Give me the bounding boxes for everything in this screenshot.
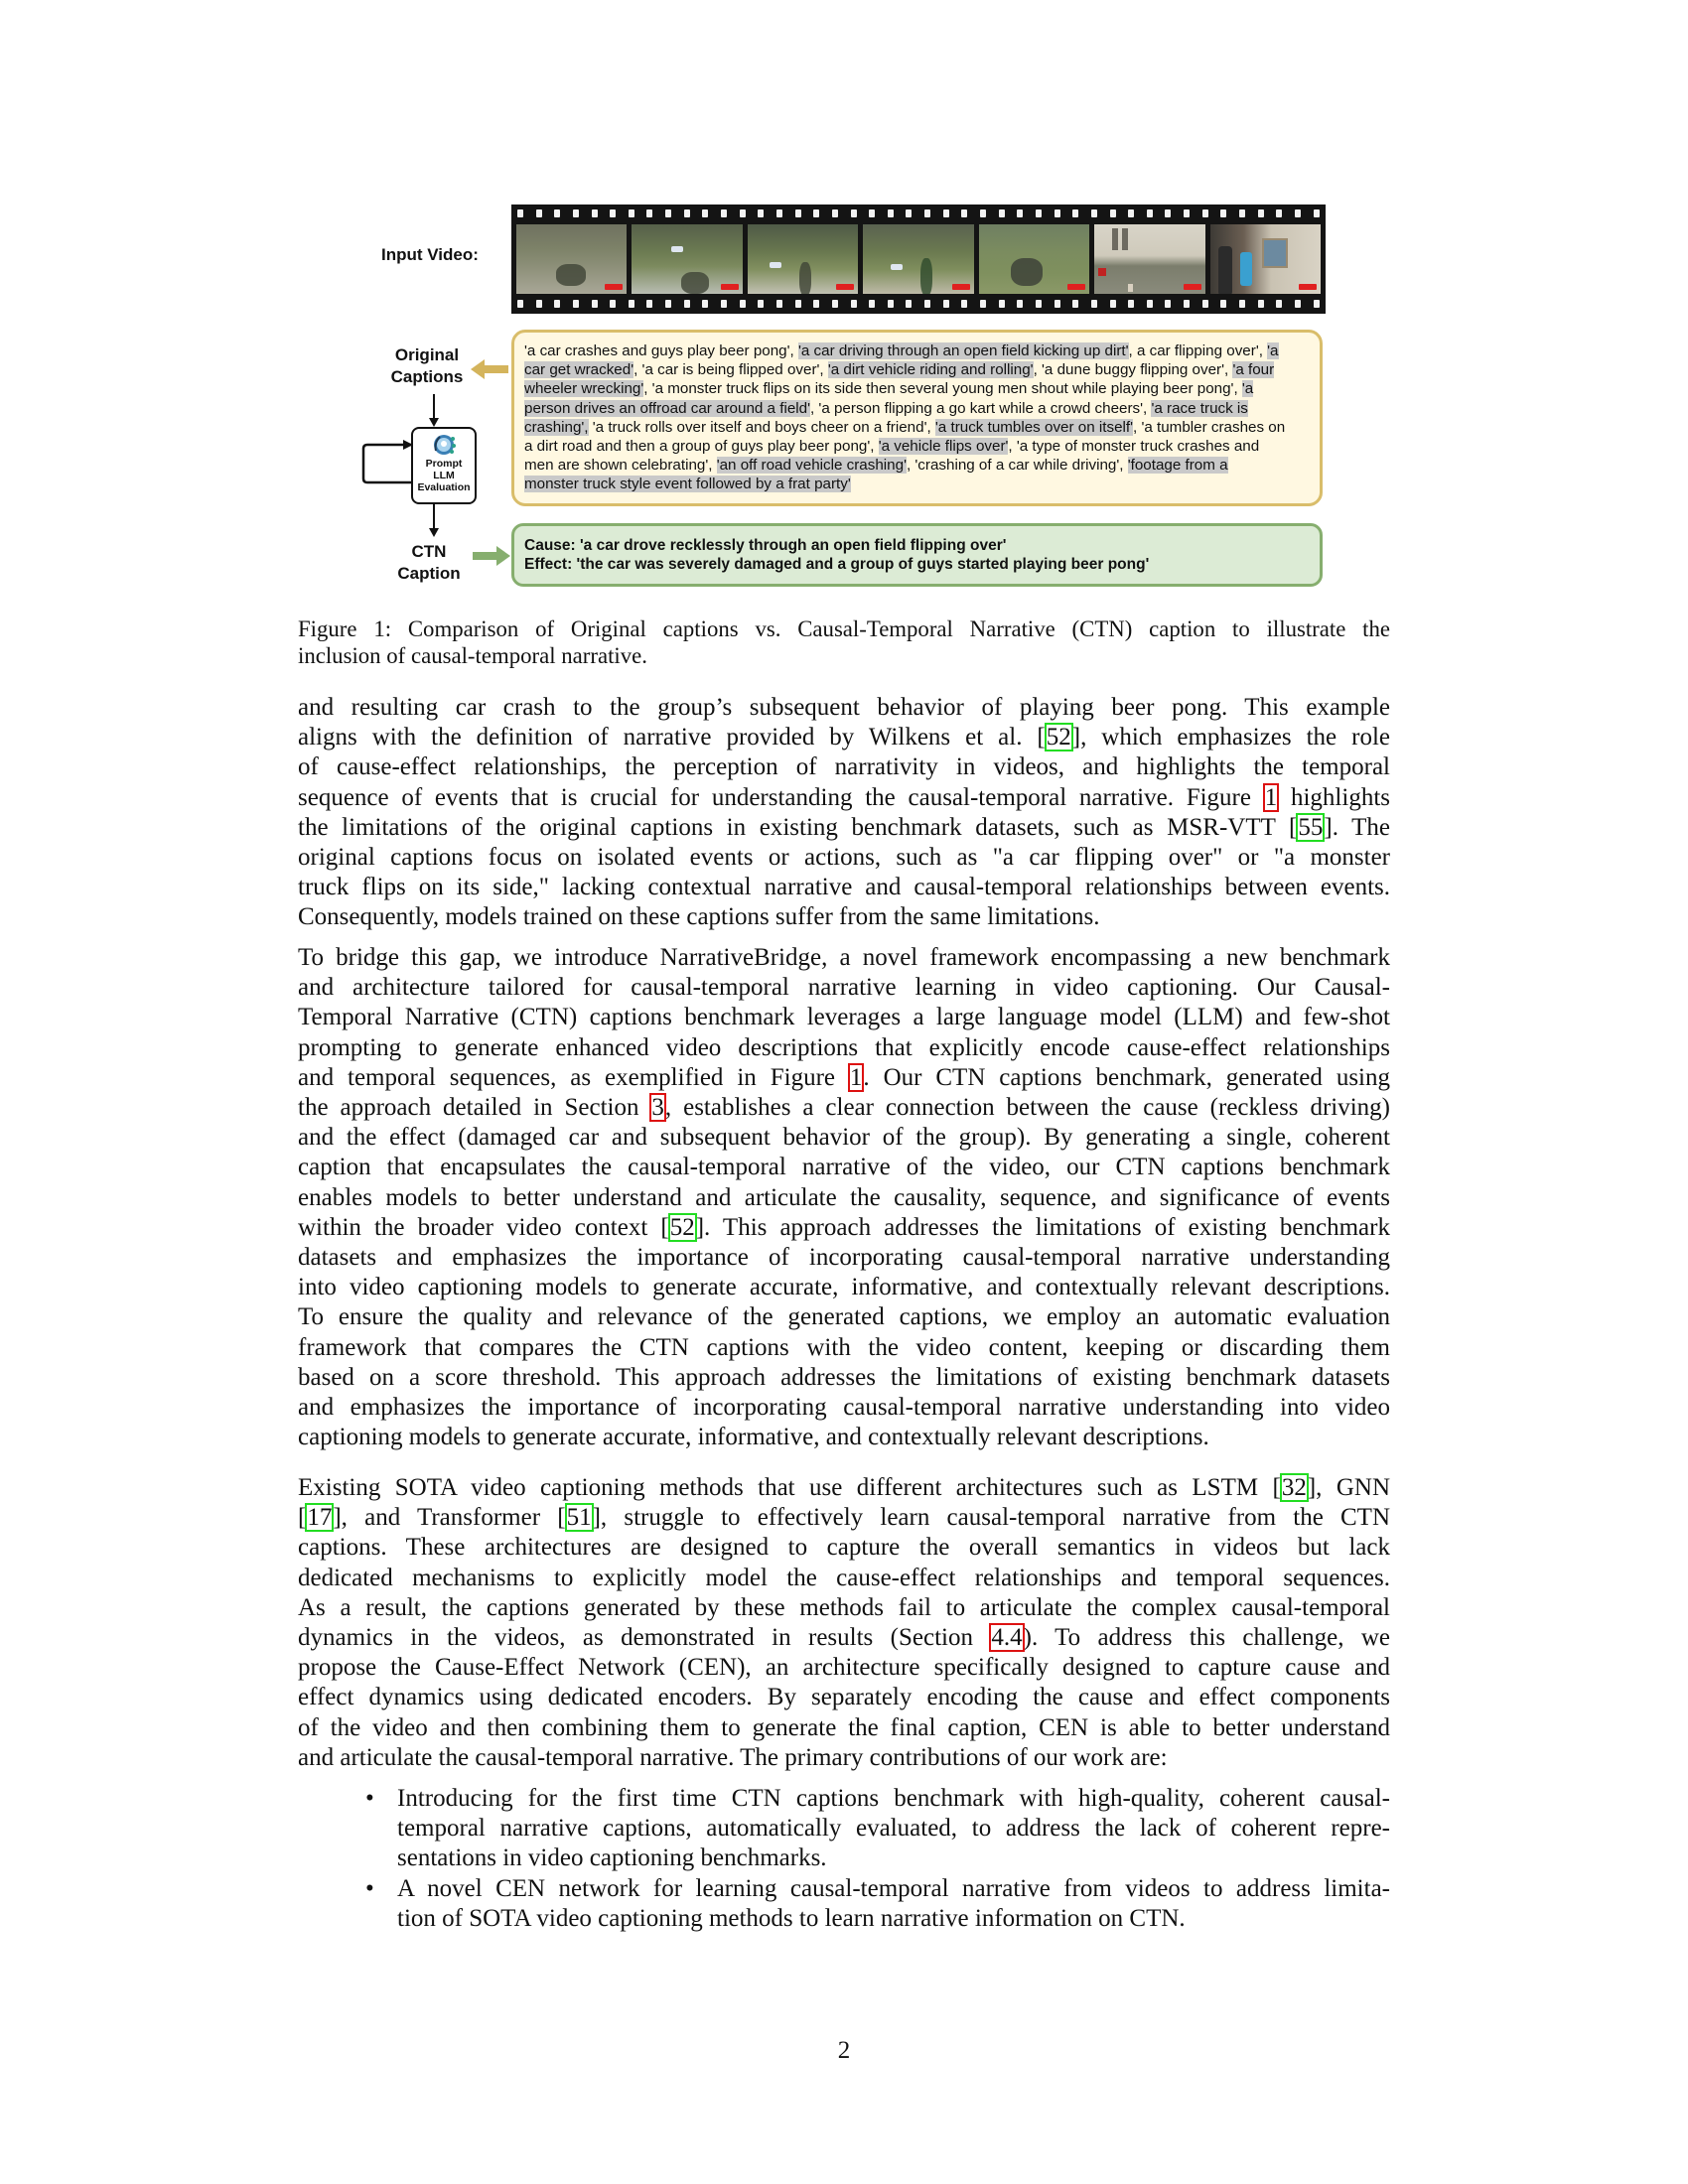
caption-text: , 'a car is being flipped over', [633,361,828,379]
body-text: . Our CTN captions benchmark, generated using [863,1063,1390,1091]
llm-box-line2: LLM [433,470,455,481]
text-line [298,1333,1390,1363]
prompt-llm-evaluation-box [411,427,477,504]
original-captions-box [511,330,1323,506]
ctn-caption-label [389,541,469,585]
text-line [298,1713,1390,1743]
text-line [298,902,1390,932]
sprocket-hole [776,209,782,217]
body-text: prompting to generate enhanced video descriptions that explicitly encode cause-effect relationships [298,1033,1390,1061]
sprocket-hole [961,300,967,308]
sprocket-hole [943,209,949,217]
sprocket-hole [888,300,894,308]
bullet-text-line: sentations in video captioning benchmarks. [397,1844,827,1872]
text-line [298,1183,1390,1213]
text-line [298,1564,1390,1593]
citation-link[interactable]: 52 [669,1213,695,1241]
caption-text: , 'a dune buggy flipping over', [1033,361,1233,379]
original-caption-line [524,379,1310,398]
original-caption-line [524,341,1310,360]
sprocket-hole [1017,209,1023,217]
sprocket-hole [536,300,542,308]
sprocket-hole [888,209,894,217]
original-caption-line [524,418,1310,437]
llm-box-line3: Evaluation [417,481,471,493]
video-frame-4 [863,224,973,294]
sprocket-hole [1055,209,1060,217]
sprocket-hole [1036,209,1042,217]
sprocket-hole [665,209,671,217]
sprocket-hole [758,300,764,308]
citation-link[interactable]: 51 [566,1504,592,1532]
caption-text: , 'a tumbler crashes on [1133,418,1286,436]
sprocket-hole [517,209,523,217]
text-line [298,1033,1390,1063]
text-line [298,1473,1390,1503]
bullet-icon: • [365,1785,374,1812]
sprocket-hole [758,209,764,217]
sprocket-hole [1314,300,1320,308]
sprocket-hole [517,300,523,308]
sprocket-hole [1258,209,1264,217]
highlighted-caption: 'a vehicle flips over' [878,438,1009,456]
paragraph-2 [298,943,1390,1452]
body-text: highlights [1278,783,1390,811]
text-line [298,1003,1390,1032]
original-caption-line [524,360,1310,379]
video-frame-2 [632,224,742,294]
text-line [298,1213,1390,1243]
sprocket-hole [1184,300,1190,308]
sprocket-hole [573,209,579,217]
caption-text: , 'a type of monster truck crashes and [1008,438,1260,456]
body-text: dynamics in the videos, as demonstrated in results (Section [298,1624,991,1652]
sprocket-hole [1036,300,1042,308]
ctn-cause-text: Cause: 'a car drove recklessly through an open field flipping over' [524,537,1007,554]
sprocket-hole [1295,300,1301,308]
sprocket-hole [999,300,1005,308]
body-text: and architecture tailored for causal-temporal narrative learning in video captioning. Our Causal- [298,974,1390,1002]
sprocket-hole [1147,300,1153,308]
contribution-item [357,1784,1390,1874]
body-text: ], and Transformer [ [333,1504,566,1532]
body-text: and resulting car crash to the group’s subsequent behavior of playing beer pong. This example [298,694,1390,721]
sprocket-hole [851,300,857,308]
body-text: within the broader video context [ [298,1213,669,1241]
body-text: captions. These architectures are designed to capture the overall semantics in videos but lack [298,1534,1390,1562]
sprocket-hole [1072,209,1078,217]
text-line [298,1593,1390,1623]
body-text: enables models to better understand and articulate the causality, sequence, and significance of events [298,1183,1390,1211]
ctn-label-line1: CTN [411,542,447,561]
original-captions-text [524,341,1310,494]
body-text: dedicated mechanisms to explicitly model the cause-effect relationships and temporal sequences. [298,1564,1390,1591]
caption-text: , 'a monster truck flips on its side then several young men shout while playing beer pong', [643,380,1242,398]
sprocket-hole [832,209,838,217]
sprocket-hole [906,209,912,217]
citation-link[interactable]: 52 [1046,724,1071,751]
sprocket-hole [1165,300,1171,308]
highlighted-caption: wheeler wrecking' [524,380,644,398]
contribution-item [357,1874,1390,1934]
bullet-text-line: A novel CEN network for learning causal-temporal narrative from videos to address limita- [397,1874,1390,1902]
highlighted-caption: 'a dirt vehicle riding and rolling' [827,361,1034,379]
caption-text: a dirt road and then a group of guys play beer pong', [524,438,879,456]
video-frame-7 [1210,224,1321,294]
sprocket-hole [1276,209,1282,217]
highlighted-caption: car get wracked' [524,361,634,379]
figure-1 [0,0,1688,596]
body-text: ], GNN [1307,1474,1391,1501]
sprocket-hole [943,300,949,308]
sprocket-hole [1110,300,1116,308]
contributions-list [357,1784,1390,1934]
highlighted-caption: monster truck style event followed by a frat party' [524,476,851,493]
body-text: Consequently, models trained on these captions suffer from the same limitations. [298,903,1100,931]
text-line [298,1393,1390,1423]
figure-caption-line: inclusion of causal-temporal narrative. [298,643,647,668]
sprocket-hole [1202,209,1208,217]
text-line [298,1743,1390,1773]
highlighted-caption: 'footage from a [1127,457,1228,475]
sprocket-hole [554,209,560,217]
body-text: Existing SOTA video captioning methods that use different architectures such as LSTM [ [298,1474,1281,1501]
sprocket-hole [1258,300,1264,308]
body-text: ]. The [1324,813,1390,841]
input-video-filmstrip [511,205,1326,314]
filmstrip-sprockets-bottom [517,300,1320,309]
highlighted-caption: 'a race truck is [1151,399,1248,417]
bullet-icon: • [365,1874,374,1902]
text-line [298,1153,1390,1182]
sprocket-hole [536,209,542,217]
text-line [298,1273,1390,1302]
caption-text: men are shown celebrating', [524,457,717,475]
sprocket-hole [740,209,746,217]
sprocket-hole [1147,209,1153,217]
body-text: propose the Cause-Effect Network (CEN), an architecture specifically designed to capture cause and [298,1654,1390,1682]
citation-link[interactable]: 17 [307,1504,333,1532]
text-line [298,1363,1390,1393]
text-line [298,1302,1390,1332]
sprocket-hole [980,300,986,308]
sprocket-hole [1072,300,1078,308]
body-text: aligns with the definition of narrative provided by Wilkens et al. [ [298,724,1046,751]
body-text: the limitations of the original captions in existing benchmark datasets, such as MSR-VTT [ [298,813,1298,841]
body-text: datasets and emphasizes the importance of incorporating causal-temporal narrative understanding [298,1244,1390,1272]
body-text: sequence of events that is crucial for understanding the causal-temporal narrative. Figure [298,783,1264,811]
sprocket-hole [924,209,930,217]
body-text: [ [298,1504,307,1532]
sprocket-hole [1202,300,1208,308]
original-caption-line [524,399,1310,418]
body-text: As a result, the captions generated by these methods fail to articulate the complex causal-temporal [298,1593,1390,1621]
highlighted-caption: 'a car driving through an open field kicking up dirt' [797,342,1129,359]
brain-ai-icon [430,433,458,457]
sprocket-hole [795,209,801,217]
figure-caption-line: Figure 1: Comparison of Original captions vs. Causal-Temporal Narrative (CTN) caption to illustrate the [298,616,1390,641]
body-text: Temporal Narrative (CTN) captions benchmark leverages a large language model (LLM) and few-shot [298,1004,1390,1031]
cross-reference-link[interactable]: 4.4 [991,1624,1023,1652]
sprocket-hole [1055,300,1060,308]
caption-text: , 'a person flipping a go kart while a crowd cheers', [809,399,1152,417]
citation-link[interactable]: 55 [1298,813,1324,841]
sprocket-hole [1220,209,1226,217]
sprocket-hole [1220,300,1226,308]
arrow-down-icon [427,504,441,538]
sprocket-hole [1165,209,1171,217]
text-line [298,1123,1390,1153]
highlighted-caption: person drives an offroad car around a field' [524,399,810,417]
text-line [298,783,1390,813]
original-caption-line [524,437,1310,456]
highlighted-caption: crashing', [524,418,589,436]
sprocket-hole [832,300,838,308]
sprocket-hole [1091,300,1097,308]
sprocket-hole [869,300,875,308]
sprocket-hole [646,209,652,217]
ctn-effect-text: Effect: 'the car was severely damaged and a group of guys started playing beer pong' [524,556,1150,573]
highlighted-caption: 'a truck tumbles over on itself' [934,418,1134,436]
sprocket-hole [980,209,986,217]
video-frame-3 [748,224,858,294]
sprocket-hole [1017,300,1023,308]
llm-box-line1: Prompt [425,458,463,470]
sprocket-hole [1110,209,1116,217]
sprocket-hole [1314,209,1320,217]
body-text: To bridge this gap, we introduce NarrativeBridge, a novel framework encompassing a new benchmark [298,944,1390,971]
body-text: and the effect (damaged car and subsequent behavior of the group). By generating a single, coherent [298,1124,1390,1152]
text-line [298,1683,1390,1712]
sprocket-hole [813,300,819,308]
text-line [298,752,1390,782]
text-line [298,1063,1390,1093]
body-text: captioning models to generate accurate, informative, and contextually relevant descriptions. [298,1424,1209,1451]
body-text: of cause-effect relationships, the perception of narrativity in videos, and highlights the temporal [298,753,1390,781]
text-line [298,973,1390,1003]
sprocket-hole [721,300,727,308]
original-label-line1: Original [394,345,460,364]
text-line [298,723,1390,752]
text-line [298,873,1390,902]
sprocket-hole [961,209,967,217]
sprocket-hole [1239,300,1245,308]
caption-text: , a car flipping over', [1128,342,1268,359]
highlighted-caption: 'a [1241,380,1254,398]
text-line [298,1093,1390,1123]
sprocket-hole [999,209,1005,217]
arrow-right-icon [471,546,510,566]
cross-reference-link[interactable]: 3 [651,1094,664,1122]
sprocket-hole [554,300,560,308]
body-text: effect dynamics using dedicated encoders. By separately encoding the cause and effect components [298,1684,1390,1711]
caption-text: 'a car crashes and guys play beer pong', [524,342,798,359]
citation-link[interactable]: 32 [1281,1474,1307,1501]
body-text: truck flips on its side," lacking contextual narrative and causal-temporal relationships between events. [298,874,1390,901]
text-line [298,1623,1390,1653]
arrow-left-icon [471,359,510,379]
arrow-down-icon [427,394,441,428]
input-video-label: Input Video: [381,245,479,264]
body-text: framework that compares the CTN captions with the video content, keeping or discarding them [298,1333,1390,1361]
original-label-line2: Captions [390,367,464,386]
text-line [298,943,1390,973]
sprocket-hole [1128,209,1134,217]
highlighted-caption: 'a [1267,342,1279,359]
sprocket-hole [1276,300,1282,308]
sprocket-hole [795,300,801,308]
video-frame-1 [516,224,627,294]
sprocket-hole [573,300,579,308]
video-frames [516,224,1321,294]
paragraph-3 [298,1473,1390,1773]
sprocket-hole [610,300,616,308]
cross-reference-link[interactable]: 1 [849,1063,863,1091]
body-text: the approach detailed in Section [298,1094,651,1122]
loop-arrow-icon [359,437,415,486]
bullet-text-line: Introducing for the first time CTN captions benchmark with high-quality, coherent causal- [397,1785,1390,1812]
sprocket-hole [629,209,634,217]
sprocket-hole [592,300,598,308]
original-caption-line [524,475,1310,493]
sprocket-hole [851,209,857,217]
body-text: into video captioning models to generate accurate, informative, and contextually relevant descriptions. [298,1274,1390,1301]
ctn-caption-box [511,523,1323,587]
body-text: ). To address this challenge, we [1023,1624,1390,1652]
sprocket-hole [592,209,598,217]
text-line [298,1533,1390,1563]
body-text: , establishes a clear connection between the cause (reckless driving) [664,1094,1391,1122]
body-text: and emphasizes the importance of incorporating causal-temporal narrative understanding into video [298,1394,1390,1422]
text-line [298,1653,1390,1683]
sprocket-hole [813,209,819,217]
bullet-text-line: tion of SOTA video captioning methods to learn narrative information on CTN. [397,1904,1186,1932]
filmstrip-sprockets-top [517,209,1320,218]
original-captions-label [379,344,475,388]
caption-text: 'a truck rolls over itself and boys cheer on a friend', [588,418,935,436]
video-frame-6 [1094,224,1204,294]
body-text: and articulate the causal-temporal narrative. The primary contributions of our work are: [298,1743,1168,1771]
body-text: original captions focus on isolated events or actions, such as "a car flipping over" or "a monster [298,844,1390,872]
sprocket-hole [646,300,652,308]
ctn-label-line2: Caption [397,564,461,583]
sprocket-hole [1239,209,1245,217]
sprocket-hole [924,300,930,308]
caption-text: , 'crashing of a car while driving', [906,457,1128,475]
text-line [298,843,1390,873]
paragraph-1 [298,693,1390,933]
sprocket-hole [776,300,782,308]
sprocket-hole [906,300,912,308]
sprocket-hole [629,300,634,308]
video-frame-5 [979,224,1089,294]
highlighted-caption: 'a four [1232,361,1275,379]
body-text: caption that encapsulates the causal-temporal narrative of the video, our CTN captions benchmark [298,1154,1390,1181]
sprocket-hole [702,209,708,217]
body-text: ]. This approach addresses the limitations of existing benchmark [695,1213,1390,1241]
text-line [298,1423,1390,1452]
body-text: based on a score threshold. This approach addresses the limitations of existing benchmark datasets [298,1363,1390,1391]
sprocket-hole [684,300,690,308]
sprocket-hole [1295,209,1301,217]
sprocket-hole [702,300,708,308]
sprocket-hole [740,300,746,308]
body-text: and temporal sequences, as exemplified in Figure [298,1063,849,1091]
sprocket-hole [869,209,875,217]
highlighted-caption: 'an off road vehicle crashing' [716,457,907,475]
body-text: To ensure the quality and relevance of the generated captions, we employ an automatic evaluation [298,1303,1390,1331]
original-caption-line [524,456,1310,475]
text-line [298,693,1390,723]
text-line [298,1243,1390,1273]
body-text: of the video and then combining them to generate the final caption, CEN is able to better understand [298,1713,1390,1741]
sprocket-hole [1184,209,1190,217]
bullet-text-line: temporal narrative captions, automatically evaluated, to address the lack of coherent repre- [397,1815,1390,1843]
body-text: ], struggle to effectively learn causal-temporal narrative from the CTN [592,1504,1390,1532]
sprocket-hole [721,209,727,217]
text-line [298,813,1390,843]
body-text: ], which emphasizes the role [1071,724,1390,751]
text-line [298,1503,1390,1533]
sprocket-hole [1091,209,1097,217]
sprocket-hole [1128,300,1134,308]
page-number: 2 [837,2037,851,2064]
cross-reference-link[interactable]: 1 [1264,783,1278,811]
figure-caption [298,615,1390,669]
sprocket-hole [684,209,690,217]
sprocket-hole [610,209,616,217]
sprocket-hole [665,300,671,308]
